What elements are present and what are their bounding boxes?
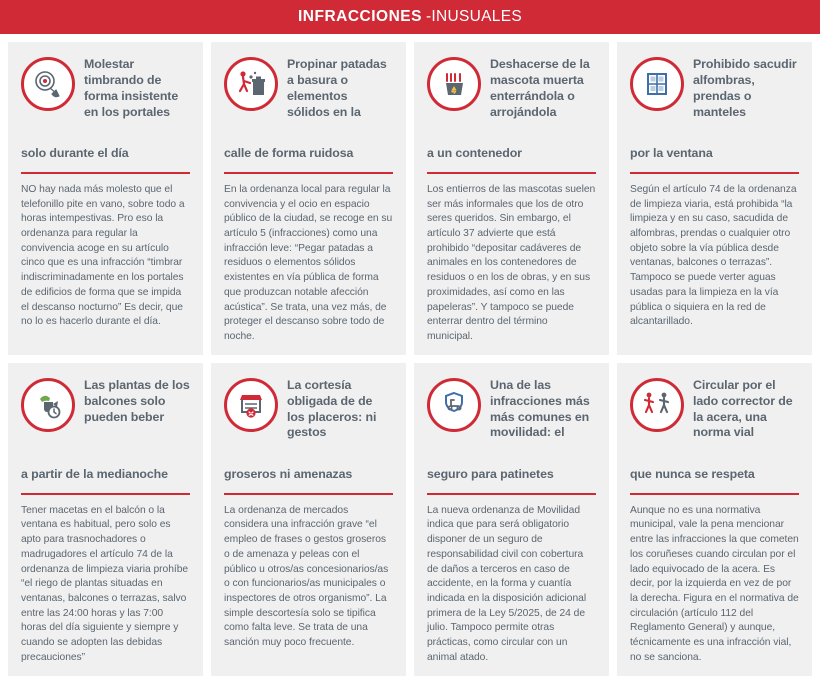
person-kicking-trash-icon	[224, 57, 278, 111]
recycling-bin-pet-icon	[427, 57, 481, 111]
infraction-card	[414, 42, 609, 355]
card-title: Una de las infracciones más más comunes en movilidad: el	[490, 377, 590, 440]
card-title-tail: calle de forma ruidosa	[224, 146, 354, 160]
infraction-card	[617, 42, 812, 355]
card-body: La nueva ordenanza de Movilidad indica que para será obligatorio disponer de un seguro de responsabilidad civil con cobertura de daños a terceros en caso de accidente, en la forma y cuantía indicada en la disposición adicional primera de la Ley 5/2025, de 24 de julio. Tampoco permite otras prácticas, como circular con un animal atado.	[427, 504, 587, 663]
card-title: Circular por el lado corrector de la acera, una norma vial	[693, 377, 793, 440]
card-body: Tener macetas en el balcón o la ventana es habitual, pero solo es apto para trasnochadores o madrugadores el artículo 74 de la ordenanza de limpieza viaria prohíbe “el riego de plantas situadas en ventanas, balcones o terrazas, salvo entre las 24:00 horas y las 7:00 horas del día siguiente y siempre y cuando se adopten las debidas precauciones”	[21, 504, 189, 663]
card-title: Prohibido sacudir alfombras, prendas o manteles	[693, 57, 797, 119]
infraction-card	[211, 42, 406, 355]
card-title: Las plantas de los balcones solo pueden beber	[84, 377, 190, 424]
card-body: En la ordenanza local para regular la convivencia y el ocio en espacio público de la ciudad, se recoge en su artículo 5 (infracciones) como una infracción leve: “Pegar patadas a residuos o elementos sólidos existentes en vía pública de forma que produzcan notable afección acústica”. Se trata, una vez más, de proteger el descanso sobre todo de noche.	[224, 183, 393, 343]
card-header	[21, 56, 190, 148]
pedestrians-walking-icon	[630, 378, 684, 432]
card-title: Deshacerse de la mascota muerta enterrándola o arrojándola	[490, 57, 590, 119]
divider	[21, 172, 190, 174]
card-body: La ordenanza de mercados considera una infracción grave “el empleo de frases o gestos groseros o de amenaza y peleas con el público u otros/as concesionarios/as o con funcionarios/as municipales o inspectores de otros organismo”. La simple descortesía solo se tipifica como falta leve. Se trata de una sanción muy poco frecuente.	[224, 504, 389, 649]
card-body: Aunque no es una normativa municipal, vale la pena mencionar entre las infracciones la que cometen los coruñeses cuando circulan por el lado equivocado de la acera. Es decir, por la izquierda en vez de por la derecha. Figura en el normativa de circulación (artículo 112 del Reglamento General) y aunque, técnicamente es una infracción vial, no se sanciona.	[630, 504, 799, 663]
card-title-tail: por la ventana	[630, 146, 713, 160]
card-header	[224, 56, 393, 148]
infraction-card	[8, 363, 203, 676]
divider	[21, 493, 190, 495]
poster-title: INFRACCIONES	[297, 8, 422, 25]
infraction-card	[8, 42, 203, 355]
card-title: Molestar timbrando de forma insistente en los portales	[84, 57, 179, 119]
card-title: La cortesía obligada de de los placeros: ni gestos	[287, 377, 377, 440]
card-title: Propinar patadas a basura o elementos sólidos en la	[287, 57, 387, 119]
divider	[427, 493, 596, 495]
divider	[224, 493, 393, 495]
card-header	[630, 377, 799, 469]
card-title-tail: a partir de la medianoche	[21, 466, 168, 481]
window-shaking-rug-icon	[630, 57, 684, 111]
poster-subtitle: -INUSUALES	[425, 8, 522, 25]
divider	[630, 493, 799, 495]
card-title-tail: solo durante el día	[21, 146, 129, 160]
market-stall-angry-icon	[224, 378, 278, 432]
doorbell-finger-icon	[21, 57, 75, 111]
card-title-tail: que nunca se respeta	[630, 466, 755, 481]
infraction-card	[211, 363, 406, 676]
scooter-shield-icon	[427, 378, 481, 432]
card-header	[427, 377, 596, 469]
cards-grid	[0, 34, 820, 684]
card-header	[21, 377, 190, 469]
card-body: Según el artículo 74 de la ordenanza de limpieza viaria, está prohibida “la limpieza y en su caso, sacudida de alfombras, prendas o cualquier otro objeto sobre la vía pública desde ventanas, balcones o terrazas”. Tampoco se puede verter aguas usadas para la limpieza en la vía pública o siquiera en la red de alcantarillado.	[630, 183, 797, 328]
card-title-tail: seguro para patinetes	[427, 466, 554, 481]
card-body: NO hay nada más molesto que el telefonillo pite en vano, sobre todo a horas intempestivas. Pro eso la ordenanza para regular la convivencia acoge en su artículo cinco que es una infracción “timbrar indiscriminadamente en los portales de edificios de forma que se impida el descanso nocturno” Es decir, que no lo es hacerlo durante el día.	[21, 183, 185, 328]
infraction-card	[617, 363, 812, 676]
card-title-tail: a un contenedor	[427, 146, 522, 160]
poster-header	[0, 0, 820, 34]
infraction-card	[414, 363, 609, 676]
divider	[224, 172, 393, 174]
card-header	[630, 56, 799, 148]
divider	[630, 172, 799, 174]
watering-can-clock-icon	[21, 378, 75, 432]
card-body: Los entierros de las mascotas suelen ser más informales que los de otro seres queridos. Sin embargo, el artículo 37 advierte que está prohibido “depositar cadáveres de animales en los contenedores de residuos o en los de obras, y en sus proximidades, así como en las papeleras”. Y tampoco se puede enterrar dentro del término municipal.	[427, 183, 596, 343]
card-header	[427, 56, 596, 148]
card-title-tail: groseros ni amenazas	[224, 466, 353, 481]
divider	[427, 172, 596, 174]
card-header	[224, 377, 393, 469]
